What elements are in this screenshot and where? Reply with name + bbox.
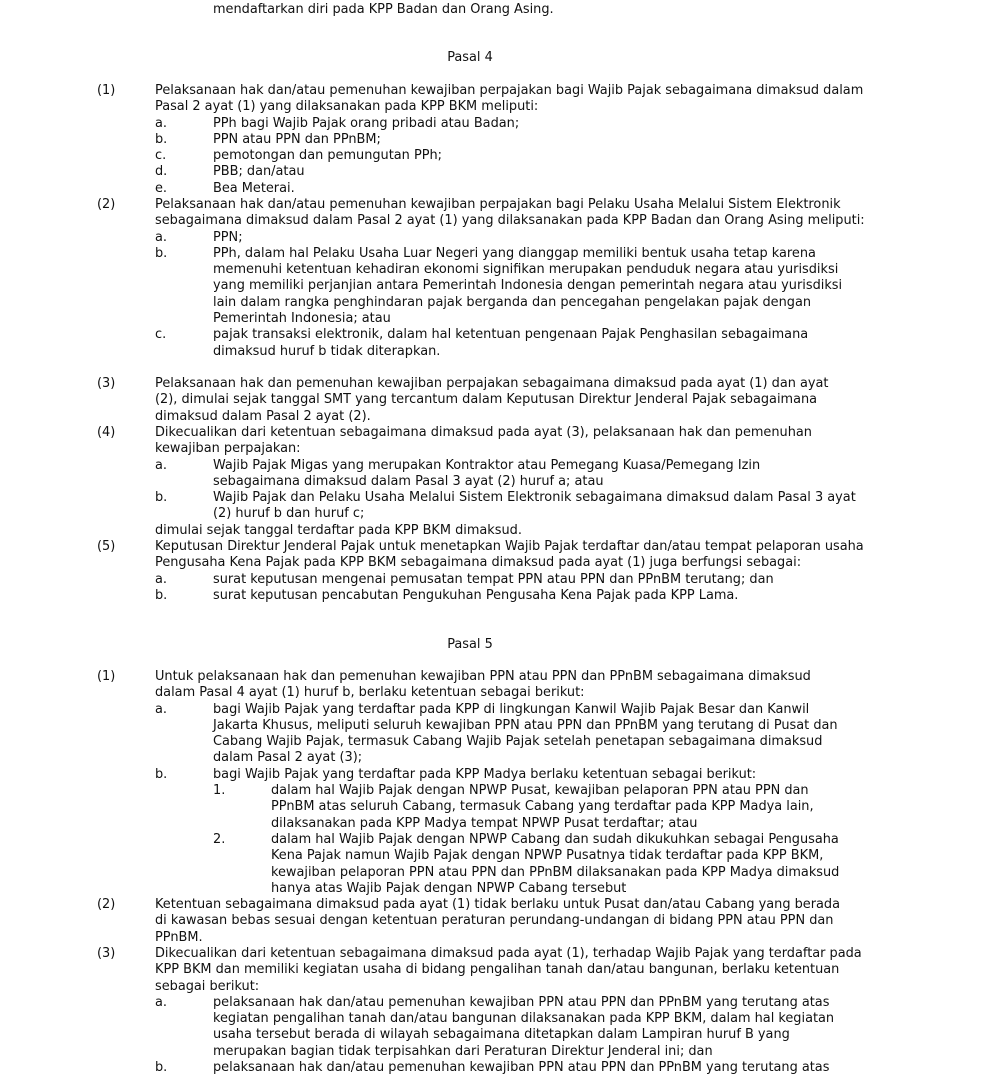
ayat-text: Keputusan Direktur Jenderal Pajak untuk menetapkan Wajib Pajak terdaftar dan/atau tempat pelaporan usaha Pengusaha Kena Pajak pada KPP BKM sebagaimana dimaksud pada ayat (1) juga berfungsi sebagai: — [155, 539, 864, 571]
pasal-5-heading: Pasal 5 — [447, 637, 493, 652]
ayat-text: Pelaksanaan hak dan/atau pemenuhan kewajiban perpajakan bagi Wajib Pajak sebagaimana dimaksud dalam Pasal 2 ayat (1) yang dilaksanakan pada KPP BKM meliputi: — [155, 83, 864, 115]
list-item: a. pelaksanaan hak dan/atau pemenuhan kewajiban PPN atau PPN dan PPnBM yang terutang atas kegiatan pengalihan tanah dan/atau bangunan dilaksanakan pada KPP BKM, dalam hal kegiatan usaha tersebut berada di wilayah sebagaimana ditetapkan dalam Lampiran huruf B yang merupakan bagian tidak terpisahkan dari Peraturan Direktur Jenderal ini; dan — [155, 994, 835, 1059]
list-item: e. Bea Meterai. — [155, 180, 295, 196]
list-item: a. Wajib Pajak Migas yang merupakan Kontraktor atau Pemegang Kuasa/Pemegang Izin sebagaimana dimaksud dalam Pasal 3 ayat (2) huruf a; atau — [155, 457, 761, 489]
list-item: d. PBB; dan/atau — [155, 164, 305, 180]
ayat-number: (4) — [97, 425, 116, 440]
list-item: a. PPh bagi Wajib Pajak orang pribadi atau Badan; — [155, 115, 520, 131]
ayat-text: Untuk pelaksanaan hak dan pemenuhan kewajiban PPN atau PPN dan PPnBM sebagaimana dimaksud dalam Pasal 4 ayat (1) huruf b, berlaku ketentuan sebagai berikut: — [155, 669, 811, 701]
list-item: b. bagi Wajib Pajak yang terdaftar pada KPP Madya berlaku ketentuan sebagai berikut: — [155, 766, 757, 782]
ayat-number: (2) — [97, 197, 116, 212]
sub-list-item: 2. dalam hal Wajib Pajak dengan NPWP Cabang dan sudah dikukuhkan sebagai Pengusaha Kena Pajak namun Wajib Pajak dengan NPWP Pusatnya tidak terdaftar pada KPP BKM, kewajiban pelaporan PPN atau PPN dan PPnBM dilaksanakan pada KPP Madya dimaksud hanya atas Wajib Pajak dengan NPWP Cabang tersebut — [213, 831, 840, 896]
ayat-text: Pelaksanaan hak dan/atau pemenuhan kewajiban perpajakan bagi Pelaku Usaha Melalui Sistem Elektronik sebagaimana dimaksud dalam Pasal 2 ayat (1) yang dilaksanakan pada KPP Badan dan Orang Asing meliputi: — [155, 197, 865, 229]
continuation-line: mendaftarkan diri pada KPP Badan dan Orang Asing. — [213, 2, 554, 17]
ayat-text: Dikecualikan dari ketentuan sebagaimana dimaksud pada ayat (3), pelaksanaan hak dan pemenuhan kewajiban perpajakan: — [155, 425, 812, 457]
list-item: b. surat keputusan pencabutan Pengukuhan Pengusaha Kena Pajak pada KPP Lama. — [155, 587, 739, 603]
list-item: b. PPN atau PPN dan PPnBM; — [155, 131, 381, 147]
sub-list-item: 1. dalam hal Wajib Pajak dengan NPWP Pusat, kewajiban pelaporan PPN atau PPN dan PPnBM atas seluruh Cabang, termasuk Cabang yang terdaftar pada KPP Madya lain, dilaksanakan pada KPP Madya tempat NPWP Pusat terdaftar; atau — [213, 783, 814, 831]
ayat-number: (2) — [97, 897, 116, 912]
ayat-number: (3) — [97, 946, 116, 961]
closing-text: dimulai sejak tanggal terdaftar pada KPP BKM dimaksud. — [155, 522, 522, 538]
ayat-number: (5) — [97, 539, 116, 554]
ayat-number: (1) — [97, 83, 116, 98]
list-item: a. surat keputusan mengenai pemusatan tempat PPN atau PPN dan PPnBM terutang; dan — [155, 571, 774, 587]
list-item: c. pemotongan dan pemungutan PPh; — [155, 148, 443, 164]
list-item: b. pelaksanaan hak dan/atau pemenuhan kewajiban PPN atau PPN dan PPnBM yang terutang atas — [155, 1060, 830, 1076]
ayat-text: Ketentuan sebagaimana dimaksud pada ayat (1) tidak berlaku untuk Pusat dan/atau Cabang yang berada di kawasan bebas sesuai dengan ketentuan peraturan perundang-undangan di bidang PPN atau PPN dan PPnBM. — [155, 897, 840, 945]
list-item: b. Wajib Pajak dan Pelaku Usaha Melalui Sistem Elektronik sebagaimana dimaksud dalam Pasal 3 ayat (2) huruf b dan huruf c; — [155, 490, 856, 522]
list-item: a. bagi Wajib Pajak yang terdaftar pada KPP di lingkungan Kanwil Wajib Pajak Besar dan Kanwil Jakarta Khusus, meliputi seluruh kewajiban PPN atau PPN dan PPnBM yang terutang di Pusat dan Cabang Wajib Pajak, termasuk Cabang Wajib Pajak setelah penetapan sebagaimana dimaksud dalam Pasal 2 ayat (3); — [155, 701, 838, 766]
list-item: a. PPN; — [155, 229, 243, 245]
ayat-text: Pelaksanaan hak dan pemenuhan kewajiban perpajakan sebagaimana dimaksud pada ayat (1) dan ayat (2), dimulai sejak tanggal SMT yang tercantum dalam Keputusan Direktur Jenderal Pajak sebagaimana dimaksud dalam Pasal 2 ayat (2). — [155, 376, 829, 424]
ayat-number: (1) — [97, 669, 116, 684]
list-item: c. pajak transaksi elektronik, dalam hal ketentuan pengenaan Pajak Penghasilan sebagaimana dimaksud huruf b tidak diterapkan. — [155, 327, 809, 359]
ayat-text: Dikecualikan dari ketentuan sebagaimana dimaksud pada ayat (1), terhadap Wajib Pajak yang terdaftar pada KPP BKM dan memiliki kegiatan usaha di bidang pengalihan tanah dan/atau bangunan, berlaku ketentuan sebagai berikut: — [155, 946, 862, 994]
ayat-number: (3) — [97, 376, 116, 391]
pasal-4-heading: Pasal 4 — [447, 50, 493, 65]
list-item: b. PPh, dalam hal Pelaku Usaha Luar Negeri yang dianggap memiliki bentuk usaha tetap karena memenuhi ketentuan kehadiran ekonomi signifikan merupakan penduduk negara atau yurisdiksi yang memiliki perjanjian antara Pemerintah Indonesia dengan pemerintah negara atau yurisdiksi lain dalam rangka penghindaran pajak berganda dan pencegahan pengelakan pajak dengan Pemerintah Indonesia; atau — [155, 245, 843, 327]
